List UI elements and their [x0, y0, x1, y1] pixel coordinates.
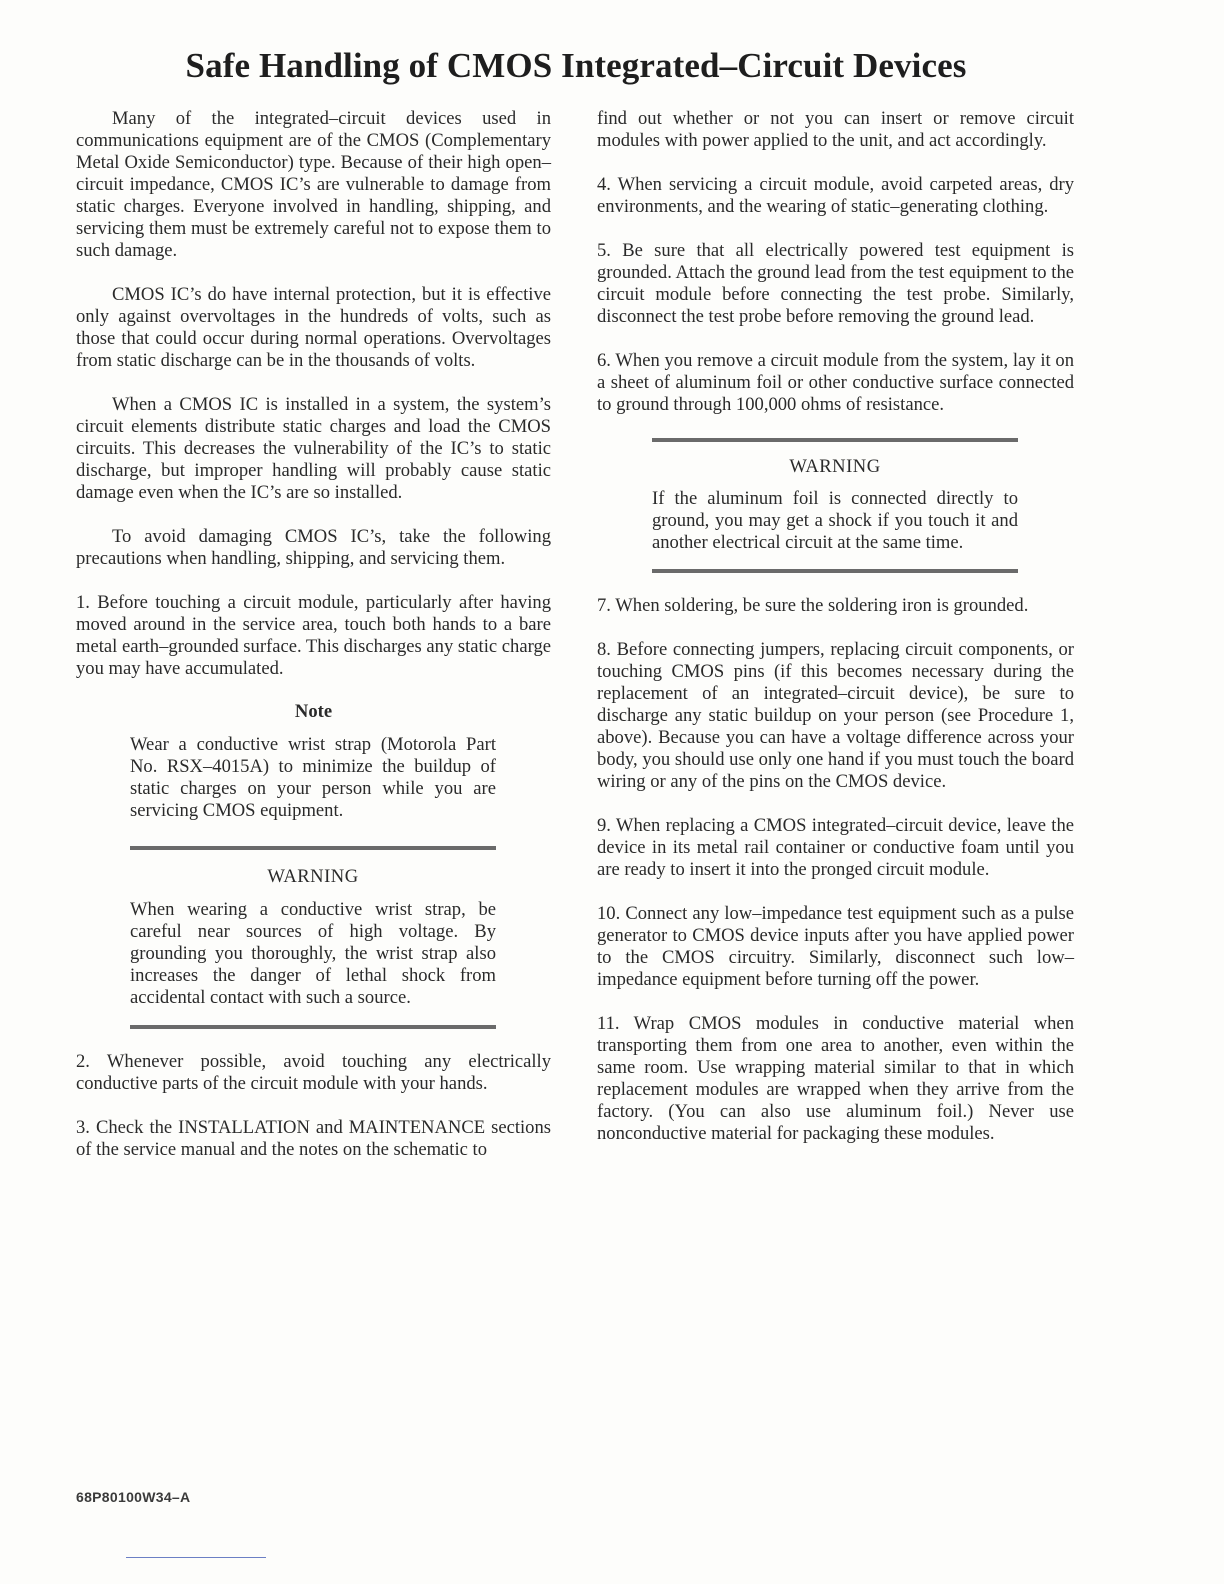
warning-box-right: [652, 438, 1018, 573]
procedure-3: 3. Check the INSTALLATION and MAINTENANCE sections of the service manual and the notes on the schematic to: [76, 1117, 551, 1160]
document-number: 68P80100W34–A: [76, 1489, 191, 1505]
warning-top-rule: [130, 846, 496, 850]
procedure-9: 9. When replacing a CMOS integrated–circuit device, leave the device in its metal rail container or conductive foam until you are ready to insert it into the pronged circuit module.: [597, 815, 1074, 880]
procedure-1: 1. Before touching a circuit module, particularly after having moved around in the service area, touch both hands to a bare metal earth–grounded surface. This discharges any static charge you may have accumulated.: [76, 592, 552, 679]
warning-top-rule: [652, 438, 1018, 442]
warning-bottom-rule: [130, 1025, 496, 1029]
procedure-11: 11. Wrap CMOS modules in conductive material when transporting them from one area to another, even within the same room. Use wrapping material similar to that in which replacement modules are wrapped when they arrive from the factory. (You can also use aluminum foil.) Never use nonconductive material for packaging these modules.: [597, 1013, 1074, 1144]
warning-text: If the aluminum foil is connected directly to ground, you may get a shock if you touch it and another electrical circuit at the same time.: [652, 488, 1018, 553]
page-title: Safe Handling of CMOS Integrated–Circuit Devices: [185, 46, 967, 85]
procedure-3-continued: find out whether or not you can insert or remove circuit modules with power applied to the unit, and act accordingly.: [597, 108, 1074, 151]
note-heading: Note: [294, 701, 333, 722]
procedure-2: 2. Whenever possible, avoid touching any electrically conductive parts of the circuit module with your hands.: [76, 1051, 551, 1094]
procedure-6: 6. When you remove a circuit module from the system, lay it on a sheet of aluminum foil or other conductive surface connected to ground through 100,000 ohms of resistance.: [597, 350, 1074, 415]
note-box: [130, 734, 496, 822]
procedure-7: 7. When soldering, be sure the soldering iron is grounded.: [597, 595, 1029, 616]
warning-bottom-rule: [652, 569, 1018, 573]
right-column: [597, 108, 1074, 1145]
intro-paragraph: Many of the integrated–circuit devices used in communications equipment are of the CMOS (Complementary Metal Oxide Semiconductor) type. Because of their high open–circuit impedance, CMOS IC’s are vulnerable to damage from static charges. Everyone involved in handling, shipping, and servicing them must be extremely careful not to expose them to such damage.: [76, 108, 551, 261]
warning-text: When wearing a conductive wrist strap, be careful near sources of high voltage. By grounding you thoroughly, the wrist strap also increases the danger of lethal shock from accidental contact with such a source.: [130, 899, 496, 1008]
procedure-4: 4. When servicing a circuit module, avoid carpeted areas, dry environments, and the wearing of static–generating clothing.: [597, 174, 1074, 217]
warning-heading: WARNING: [267, 866, 359, 887]
procedure-5: 5. Be sure that all electrically powered test equipment is grounded. Attach the ground lead from the test equipment to the circuit module before connecting the test probe. Similarly, disconnect the test probe before removing the ground lead.: [597, 240, 1074, 327]
installed-paragraph: When a CMOS IC is installed in a system, the system’s circuit elements distribute static charges and load the CMOS circuits. This decreases the vulnerability of the IC’s to static discharge, but improper handling will probably cause static damage even when the IC’s are so installed.: [76, 394, 551, 503]
note-text: Wear a conductive wrist strap (Motorola Part No. RSX–4015A) to minimize the buildup of static charges on your person while you are servicing CMOS equipment.: [130, 734, 496, 821]
warning-heading: WARNING: [789, 456, 881, 477]
procedure-8: 8. Before connecting jumpers, replacing circuit components, or touching CMOS pins (if this becomes necessary during the replacement of an integrated–circuit device), be sure to discharge any static buildup on your person (see Procedure 1, above). Because you can have a voltage difference across your body, you should use only one hand if you must touch the board wiring or any of the pins on the CMOS device.: [597, 639, 1074, 792]
protection-paragraph: CMOS IC’s do have internal protection, but it is effective only against overvoltages in the hundreds of volts, such as those that could occur during normal operations. Overvoltages from static discharge can be in the thousands of volts.: [76, 284, 551, 371]
procedure-10: 10. Connect any low–impedance test equipment such as a pulse generator to CMOS device inputs after you have applied power to the CMOS circuitry. Similarly, disconnect such low–impedance equipment before turning off the power.: [597, 903, 1074, 990]
bottom-divider: [126, 1557, 266, 1558]
precautions-intro: To avoid damaging CMOS IC’s, take the following precautions when handling, shipping, and servicing them.: [76, 526, 551, 569]
warning-box-left: [130, 846, 496, 1029]
left-column: [76, 108, 551, 1161]
